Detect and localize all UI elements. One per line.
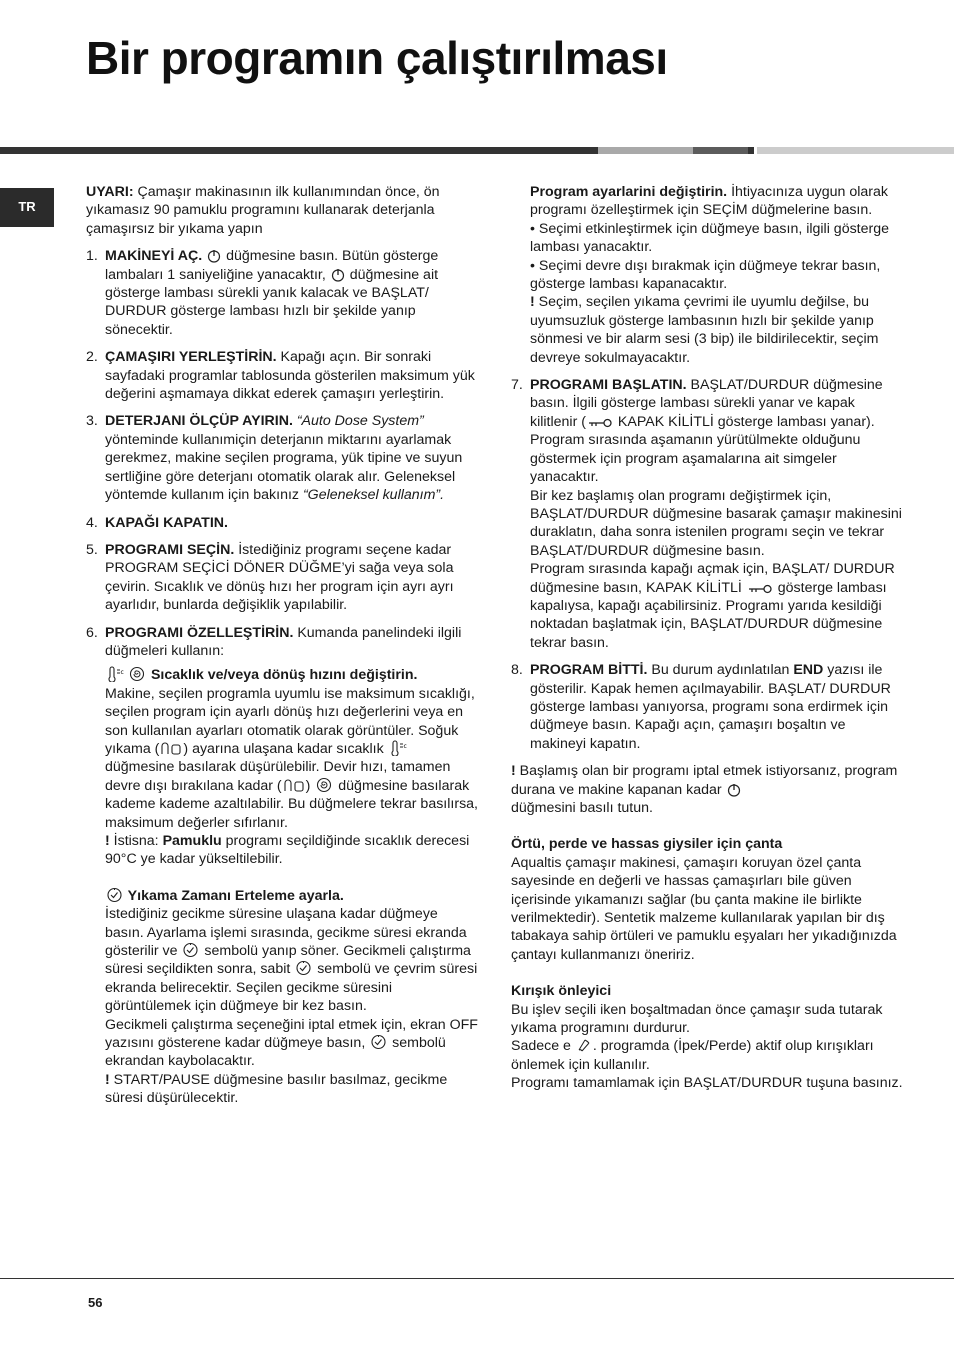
temperature-icon [106, 666, 126, 682]
step-text: Program sırasında kapağı açmak için, BAŞLAT/ DURDUR düğmesine basın, KAPAK KİLİTLİ [530, 561, 895, 596]
temperature-icon [389, 740, 409, 756]
temp-spin-text: düğmesine basılarak düşürülebilir. Devir hızı, tamamen devre dışı bırakılana kadar ( [105, 759, 451, 794]
anti-crease-text: Bu işlev seçili iken boşaltmadan önce çamaşır suda tutarak yıkama programını durdurur. [511, 1001, 883, 1037]
cancel-program-note [511, 762, 903, 817]
step-italic: “Auto Dose System” [292, 413, 424, 430]
step-number: 6. [86, 624, 98, 641]
step-6 [86, 624, 478, 1108]
svg-text:c: c [120, 669, 124, 677]
step-title: PROGRAMI SEÇİN. [105, 541, 235, 558]
spin-icon [128, 666, 146, 682]
exclamation-mark: ! [511, 763, 516, 780]
program-settings-title: Program ayarlarini değiştirin. [530, 184, 728, 200]
delay-text: Gecikmeli çalıştırma seçeneğini iptal etmek için, ekran OFF yazısını gösterene kadar düğmeye basın, [105, 1016, 478, 1052]
step-number: 2. [86, 349, 98, 366]
temp-spin-text: ) [305, 777, 315, 794]
exception-program: Pamuklu [162, 833, 222, 849]
step-title: ÇAMAŞIRI YERLEŞTİRİN. [105, 349, 277, 366]
step-3 [86, 412, 478, 504]
step-2 [86, 348, 478, 403]
step-number: 4. [86, 514, 98, 531]
delay-text: sembolü ve çevrim süresi ekranda belirecektir. Seçilen gecikme süresini görüntülemek için düğmeye bir kez basın. [105, 961, 478, 1015]
anti-crease-text-part: . programda (İpek/Perde) aktif olup kırışıkları önlemek için kullanılır. [511, 1038, 874, 1073]
step-text: Bu durum aydınlatılan [647, 662, 794, 679]
temp-spin-section [105, 666, 478, 868]
step-number: 7. [511, 377, 523, 394]
step-text: Kumanda panelindeki ilgili düğmeleri kullanın: [105, 624, 462, 659]
step-1 [86, 247, 478, 339]
anti-crease-text-part: Sadece e [511, 1038, 575, 1055]
temp-spin-title: Sıcaklık ve/veya dönüş hızını değiştirin. [147, 667, 418, 684]
temp-spin-text: ) ayarına ulaşana kadar sıcaklık [183, 740, 388, 757]
step-text: yönteminde kullanımiçin deterjanın miktarını ayarlamak gerekmez, makine seçilen programa, yük tipine ve suyun sertliğine göre deterjanı otomatik olarak alır. Geleneksel yöntemde kullanım için bakınız [105, 431, 463, 504]
spin-off-icon [283, 779, 305, 793]
silk-icon [576, 1037, 592, 1053]
key-lock-icon [587, 417, 613, 429]
cancel-text: düğmesini basılı tutun. [511, 800, 653, 816]
anti-crease-text: Programı tamamlamak için BAŞLAT/DURDUR tuşuna basınız. [511, 1075, 903, 1092]
exception-text: programı seçildiğinde sıcaklık derecesi 90°C ye kadar yükseltilebilir. [105, 833, 470, 868]
step-text: Kapağı açın. Bir sonraki sayfadaki programlar tablosunda gösterilen maksimum yük değerini aşmamaya dikkat ederek çamaşırı yerleştirin. [105, 349, 475, 403]
program-settings-text: İhtiyacınıza uygun olarak programı özelleştirmek için SEÇİM düğmelerine basın. [530, 184, 889, 219]
end-label: END [793, 662, 824, 679]
step-number: 8. [511, 662, 523, 679]
steps-list-right [511, 376, 903, 753]
spin-icon [315, 777, 333, 793]
step-title: DETERJANI ÖLÇÜP AYIRIN. [105, 413, 293, 430]
delay-clock-icon [106, 887, 123, 903]
cold-wash-icon [160, 742, 182, 756]
delay-text: START/PAUSE düğmesine basılır basılmaz, gecikme süresi düşürülecektir. [105, 1071, 448, 1107]
program-settings-warning [530, 293, 903, 367]
step-5 [86, 541, 478, 615]
page-number: 56 [88, 1295, 103, 1310]
bag-section-text: Aqualtis çamaşır makinesi, çamaşırı koruyan özel çanta sayesinde en değerli ve hassas çamaşırları bile güven içerisinde yıkamanızı sağlar (bu çanta makine ile birlikte verilmektedir). Sentetik malzeme kullanılarak yapılan bir dış tabakaya sahip örtüleri ve pamuklu eşyaları her yıkadığınızda çantayı kullanmanızı öneririz. [511, 854, 897, 963]
exclamation-mark: ! [105, 1071, 110, 1088]
header-bar-light [598, 147, 693, 154]
exception-text: İstisna: [109, 833, 163, 849]
header-bar-accent [748, 147, 754, 154]
power-icon [331, 268, 345, 282]
step-title: PROGRAMI BAŞLATIN. [530, 377, 687, 394]
delay-text: sembolü yanıp söner. Gecikmeli çalıştırma süresi seçildikten sonra, sabit [105, 943, 471, 978]
warning-paragraph [86, 183, 478, 238]
program-settings-bullet: • Seçimi etkinleştirmek için düğmeye basın, ilgili gösterge lambası yanacaktır. [530, 220, 890, 256]
temp-spin-text: Makine, seçilen programla uyumlu ise maksimum sıcaklığı, seçilen program için ayarlı dönüş hızı değerlerini veya en son kullanılan ayarları otomatik olarak görüntüler. Soğuk yıkama ( [105, 685, 475, 757]
power-icon [207, 249, 221, 263]
step-text: yazısı ile gösterilir. Kapak hemen açılmayabilir. BAŞLAT/ DURDUR gösterge lambası yanıyorsa, programı sona erdirmek için düğmeye basın. Kapağı açın, çamaşırı boşaltın ve makineyi kapatın. [530, 662, 891, 752]
delay-text: İstediğiniz gecikme süresine ulaşana kadar düğmeye basın. Ayarlama işlemi sırasında, gecikme süresi ekranda gösterilir ve [105, 906, 467, 960]
header-bar-dark [0, 147, 598, 154]
temp-spin-text: düğmesine basılarak kademe kademe azaltılabilir. Bu düğmelere tekrar basılırsa, maksimum değerler sıfırlanır. [105, 777, 478, 831]
page-title: Bir programın çalıştırılması [86, 32, 668, 84]
program-settings-text: Seçim, seçilen yıkama çevrimi ile uyumlu değilse, bu uyumsuzluk gösterge lambasının hızlı bir şekilde yanıp sönmesi ve bir alarm sesi (3 bip) ile bildirilecektir, seçim devreye sokulmayacaktır. [530, 294, 879, 366]
steps-list-left [86, 247, 478, 1107]
program-settings-bullet: • Seçimi devre dışı bırakmak için düğmeye tekrar basın, gösterge lambası kapanacaktır. [530, 257, 881, 293]
header-bar-pale [757, 147, 954, 154]
delay-title: Yıkama Zamanı Erteleme ayarla. [124, 887, 344, 904]
cancel-text: Başlamış olan bir programı iptal etmek istiyorsanız, program durana ve makine kapanan kadar [511, 763, 898, 798]
step-title: MAKİNEYİ AÇ. [105, 248, 203, 265]
step-text: KAPAK KİLİTLİ gösterge lambası yanar). Program sırasında aşamanın yürütülmekte olduğunu göstermek için program aşamalarına ait simgeler yanacaktır. [530, 413, 875, 486]
left-column [86, 183, 478, 1108]
program-settings-block [511, 183, 903, 367]
step-8 [511, 661, 903, 753]
delay-section [105, 887, 478, 1108]
warning-text: Çamaşır makinasının ilk kullanımından önce, ön yıkamasız 90 pamuklu programını kullanarak deterjanla çamaşırsız bir yıkama yapın [86, 184, 440, 237]
step-4 [86, 514, 478, 532]
step-number: 3. [86, 413, 98, 430]
step-title: PROGRAM BİTTİ. [530, 662, 648, 679]
key-lock-icon [747, 583, 773, 595]
warning-label: UYARI: [86, 184, 134, 200]
step-text: düğmesine basın. Bütün gösterge lambaları 1 saniyeliğine yanacaktır, [105, 248, 439, 283]
step-text: gösterge lambası kapalıysa, kapağı açabilirsiniz. Programı yarıda kesildiği noktadan başlatmak için, BAŞLAT/DURDUR düğmesine tekrar basın. [530, 579, 887, 651]
exclamation-mark: ! [530, 294, 535, 311]
step-text: İstediğiniz programı seçene kadar PROGRAM SEÇİCİ DÖNER DÜĞME’yi sağa veya sola çevirin. Sıcaklık ve dönüş hızı her program için ayrı ayrı ayarlıdır, bunlarda değişiklik yapılabilir. [105, 541, 454, 614]
delay-clock-icon [370, 1034, 387, 1050]
step-text: Bir kez başlamış olan programı değiştirmek için, BAŞLAT/DURDUR düğmesine basarak çamaşır makinesini duraklatın, daha sonra istenilen programı seçin ve tekrar BAŞLAT/DURDUR düğmesine basın. [530, 487, 902, 559]
program-settings-paragraph [530, 183, 903, 220]
anti-crease-title: Kırışık önleyici [511, 983, 612, 1000]
step-number: 1. [86, 248, 98, 265]
delay-clock-icon [295, 960, 312, 976]
bag-section-title: Örtü, perde ve hassas giysiler için çanta [511, 836, 783, 853]
footer-rule [0, 1278, 954, 1279]
exclamation-mark: ! [105, 833, 110, 849]
power-icon [727, 783, 741, 797]
header-bar-mid [693, 147, 748, 154]
right-column [511, 183, 903, 1093]
anti-crease-text [511, 1037, 903, 1074]
step-italic: “Geleneksel kullanım”. [302, 487, 445, 504]
step-title: PROGRAMI ÖZELLEŞTİRİN. [105, 624, 294, 641]
delay-clock-icon [182, 942, 199, 958]
language-tab: TR [0, 188, 54, 227]
svg-text:c: c [403, 742, 407, 750]
step-text: BAŞLAT/DURDUR düğmesine basın. İlgili gösterge lambası sürekli yanar ve kapak kilitlenir ( [530, 377, 883, 430]
delay-text: sembolü ekrandan kaybolacaktır. [105, 1035, 446, 1070]
step-7 [511, 376, 903, 652]
step-number: 5. [86, 541, 98, 558]
step-text: düğmesine ait gösterge lambası sürekli yanık kalacak ve BAŞLAT/ DURDUR gösterge lambası hızlı bir şekilde yanıp sönecektir. [105, 266, 439, 338]
step-title: KAPAĞI KAPATIN. [105, 514, 228, 531]
